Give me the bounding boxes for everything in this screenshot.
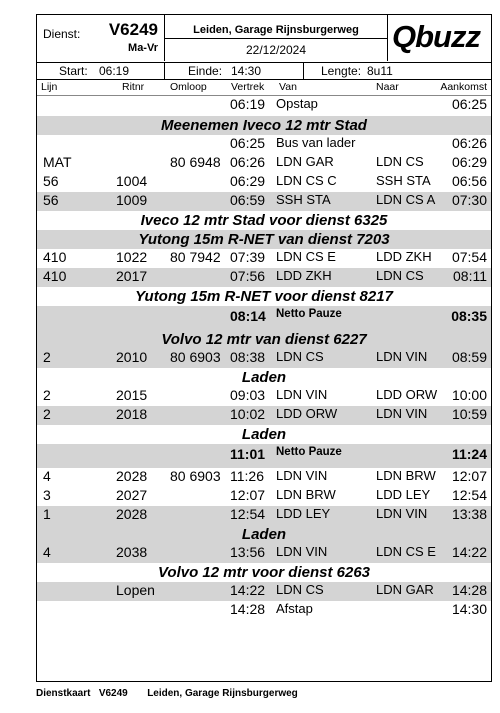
tijden-bar — [37, 62, 491, 80]
einde-time: 14:30 — [231, 64, 262, 78]
naar-cell: LDN CS E — [376, 544, 436, 559]
van-cell: LDD ZKH — [276, 268, 332, 283]
dienstkaart — [36, 14, 492, 682]
lijn-cell: 3 — [43, 487, 51, 503]
col-naar: Naar — [376, 81, 399, 93]
vertrek-cell: 06:19 — [230, 96, 266, 112]
section-banner: Laden — [241, 369, 287, 386]
dienst-label: Dienst: — [43, 27, 81, 41]
vertrek-cell: 14:28 — [230, 601, 266, 617]
aankomst-cell: 08:59 — [451, 349, 487, 365]
aankomst-cell: 06:56 — [451, 173, 487, 189]
ritnr-cell: Lopen — [116, 582, 155, 598]
dienst-number: V6249 — [108, 20, 158, 39]
footer-dienst: V6249 — [98, 688, 128, 699]
naar-cell: LDD ZKH — [376, 249, 432, 264]
pauze-row — [37, 306, 491, 330]
naar-cell: LDN CS — [376, 268, 424, 283]
naar-cell: LDN GAR — [376, 582, 434, 597]
omloop-cell: 80 6948 — [170, 154, 221, 170]
table-row — [37, 268, 491, 287]
ritnr-cell: 2027 — [116, 487, 148, 503]
vertrek-cell: 12:07 — [230, 487, 266, 503]
ritnr-cell: 1022 — [116, 249, 148, 265]
ritnr-cell: 2015 — [116, 387, 148, 403]
table-row — [37, 173, 491, 192]
ritnr-cell: 2028 — [116, 506, 148, 522]
vertrek-cell: 07:39 — [230, 249, 266, 265]
section-banner: Volvo 12 mtr voor dienst 6263 — [157, 564, 371, 581]
van-cell: LDN CS — [276, 582, 324, 597]
vertrek-cell: 06:59 — [230, 192, 266, 208]
start-label: Start: — [59, 64, 88, 78]
col-van: Van — [279, 81, 297, 93]
aankomst-cell: 13:38 — [451, 506, 487, 522]
lijn-cell: 56 — [43, 192, 59, 208]
vertrek-cell: 06:29 — [230, 173, 266, 189]
dagen: Ma-Vr — [128, 42, 158, 54]
aankomst-cell: 12:07 — [451, 468, 487, 484]
section-banner: Volvo 12 mtr van dienst 6227 — [37, 330, 491, 349]
vertrek-cell: 08:14 — [230, 308, 266, 324]
section-banner: Meenemen Iveco 12 mtr Stad — [37, 116, 491, 135]
vertrek-cell: 13:56 — [230, 544, 266, 560]
vertrek-cell: 11:01 — [230, 446, 266, 462]
van-cell: LDD LEY — [276, 506, 331, 521]
dienst-cell — [37, 15, 165, 61]
naar-cell: LDN VIN — [376, 506, 428, 521]
ritnr-cell: 1009 — [116, 192, 148, 208]
naar-cell: SSH STA — [376, 173, 431, 188]
col-aankomst: Aankomst — [440, 81, 487, 93]
section-banner: Laden — [241, 426, 287, 443]
aankomst-cell: 08:11 — [453, 268, 487, 284]
table-row — [37, 349, 491, 368]
van-cell: LDN GAR — [276, 154, 334, 169]
naar-cell: LDN CS A — [376, 192, 436, 207]
footer — [36, 688, 298, 699]
aankomst-cell: 07:54 — [451, 249, 487, 265]
van-cell: Netto Pauze — [276, 446, 342, 458]
vertrek-cell: 08:38 — [230, 349, 266, 365]
col-vertrek: Vertrek — [231, 81, 265, 93]
aankomst-cell: 12:54 — [451, 487, 487, 503]
lijn-cell: 2 — [43, 406, 51, 422]
divider — [165, 38, 387, 39]
lengte-cell — [304, 62, 492, 79]
footer-garage: Leiden, Garage Rijnsburgerweg — [147, 688, 298, 699]
naar-cell: LDD ORW — [376, 387, 438, 402]
lijn-cell: 4 — [43, 544, 51, 560]
aankomst-cell: 06:25 — [451, 96, 487, 112]
datum: 22/12/2024 — [245, 43, 307, 57]
table-row — [37, 406, 491, 425]
van-cell: Bus van lader — [276, 135, 356, 150]
col-ritnr: Ritnr — [122, 81, 145, 93]
ritnr-cell: 2028 — [116, 468, 148, 484]
section-banner: Yutong 15m R-NET voor dienst 8217 — [135, 288, 393, 305]
table-row — [37, 249, 491, 268]
aankomst-cell: 08:35 — [451, 308, 487, 324]
col-lijn: Lijn — [41, 81, 58, 93]
aankomst-cell: 10:00 — [451, 387, 487, 403]
naar-cell: LDN VIN — [376, 349, 428, 364]
naar-cell: LDN CS — [376, 154, 424, 169]
start-cell — [37, 62, 165, 79]
lijn-cell: 56 — [43, 173, 59, 189]
aankomst-cell: 14:22 — [451, 544, 487, 560]
start-time: 06:19 — [99, 64, 130, 78]
table-row — [37, 192, 491, 211]
einde-label: Einde: — [188, 64, 223, 78]
naar-cell: LDD LEY — [376, 487, 431, 502]
lijn-cell: 410 — [43, 268, 67, 284]
aankomst-cell: 07:30 — [451, 192, 487, 208]
vertrek-cell: 09:03 — [230, 387, 266, 403]
van-cell: LDN VIN — [276, 387, 328, 402]
einde-cell — [165, 62, 304, 79]
header — [37, 15, 491, 63]
section-banner: Laden — [37, 525, 491, 544]
pauze-row — [37, 444, 491, 468]
aankomst-cell: 10:59 — [451, 406, 487, 422]
table-row — [37, 487, 491, 506]
vertrek-cell: 07:56 — [230, 268, 266, 284]
column-headers — [37, 80, 491, 96]
table-row — [37, 387, 491, 406]
aankomst-cell: 06:26 — [451, 135, 487, 151]
ritnr-cell: 2017 — [116, 268, 148, 284]
table-row — [37, 154, 491, 173]
lengte-label: Lengte: — [321, 64, 362, 78]
vertrek-cell: 10:02 — [230, 406, 266, 422]
lijn-cell: 410 — [43, 249, 67, 265]
ritnr-cell: 1004 — [116, 173, 148, 189]
omloop-cell: 80 6903 — [170, 468, 221, 484]
aankomst-cell: 06:29 — [451, 154, 487, 170]
table-row — [37, 135, 491, 154]
section-banner: Iveco 12 mtr Stad voor dienst 6325 — [140, 212, 388, 229]
vertrek-cell: 12:54 — [230, 506, 266, 522]
table-row — [37, 582, 491, 601]
van-cell: Netto Pauze — [276, 308, 342, 320]
van-cell: LDD ORW — [276, 406, 338, 421]
qbuzz-logo: Qbuzz — [392, 19, 480, 54]
ritnr-cell: 2010 — [116, 349, 148, 365]
table-row — [37, 468, 491, 487]
aankomst-cell: 14:28 — [451, 582, 487, 598]
ritnr-cell: 2038 — [116, 544, 148, 560]
van-cell: SSH STA — [276, 192, 331, 207]
lijn-cell: 2 — [43, 349, 51, 365]
van-cell: LDN BRW — [276, 487, 336, 502]
table-row — [37, 601, 491, 623]
logo-cell — [388, 15, 492, 61]
lijn-cell: MAT — [43, 154, 72, 170]
table-row — [37, 96, 491, 116]
van-cell: LDN VIN — [276, 544, 328, 559]
van-cell: Afstap — [276, 601, 313, 616]
van-cell: Opstap — [276, 96, 318, 111]
omloop-cell: 80 6903 — [170, 349, 221, 365]
col-omloop: Omloop — [170, 81, 207, 93]
garage-cell — [165, 15, 388, 61]
van-cell: LDN CS E — [276, 249, 336, 264]
table-row — [37, 506, 491, 525]
omloop-cell: 80 7942 — [170, 249, 221, 265]
vertrek-cell: 06:26 — [230, 154, 266, 170]
van-cell: LDN CS C — [276, 173, 337, 188]
lengte-value: 8u11 — [367, 64, 393, 78]
aankomst-cell: 11:24 — [451, 446, 487, 462]
vertrek-cell: 06:25 — [230, 135, 266, 151]
table-row — [37, 544, 491, 563]
vertrek-cell: 14:22 — [230, 582, 266, 598]
lijn-cell: 2 — [43, 387, 51, 403]
naar-cell: LDN BRW — [376, 468, 436, 483]
lijn-cell: 4 — [43, 468, 51, 484]
footer-label: Dienstkaart — [36, 688, 91, 699]
naar-cell: LDN VIN — [376, 406, 428, 421]
van-cell: LDN VIN — [276, 468, 328, 483]
vertrek-cell: 11:26 — [230, 468, 264, 484]
van-cell: LDN CS — [276, 349, 324, 364]
garage-name: Leiden, Garage Rijnsburgerweg — [193, 24, 359, 36]
section-banner: Yutong 15m R-NET van dienst 7203 — [37, 230, 491, 249]
lijn-cell: 1 — [43, 506, 51, 522]
ritnr-cell: 2018 — [116, 406, 148, 422]
aankomst-cell: 14:30 — [451, 601, 487, 617]
